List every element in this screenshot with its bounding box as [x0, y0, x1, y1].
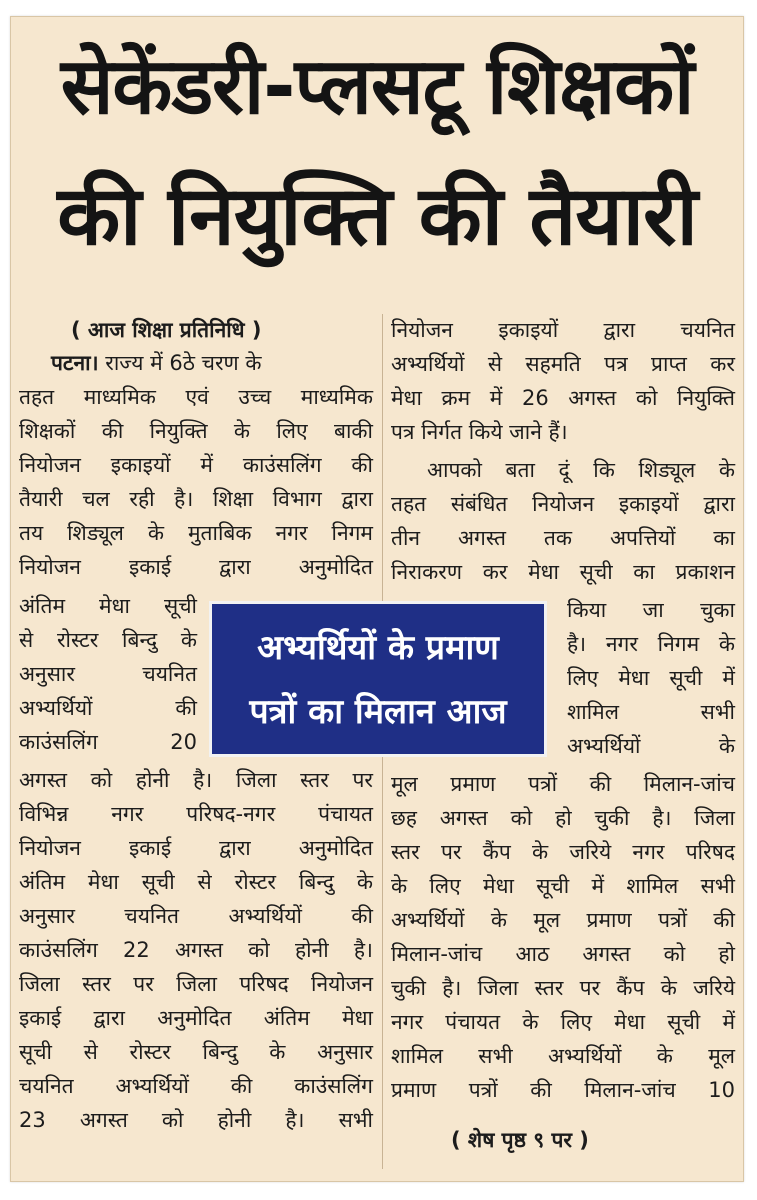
left-line-20: इकाई द्वारा अनुमोदित अंतिम मेधा: [19, 1006, 373, 1030]
left-line-21: सूची से रोस्टर बिन्दु के अनुसार: [19, 1040, 373, 1064]
left-line-1: [51, 346, 373, 380]
left-line-9: से रोस्टर बिन्दु के: [19, 628, 197, 652]
right-line-8: निराकरण कर मेधा सूची का प्रकाशन: [391, 560, 735, 584]
left-line-10: अनुसार चयनित: [19, 662, 197, 686]
left-line-22: चयनित अभ्यर्थियों की काउंसलिंग: [19, 1074, 373, 1098]
left-line-8: अंतिम मेधा सूची: [19, 594, 197, 618]
right-line-14: मूल प्रमाण पत्रों की मिलान-जांच: [391, 772, 735, 796]
dateline: पटना।: [51, 351, 99, 375]
left-line-12: काउंसलिंग 20: [19, 730, 197, 754]
right-line-2: अभ्यर्थियों से सहमति पत्र प्राप्त कर: [391, 352, 735, 376]
right-line-7: तीन अगस्त तक अपत्तियों का: [391, 526, 735, 550]
highlight-line-1: अभ्यर्थियों के प्रमाण: [257, 628, 499, 668]
headline-line-1: सेकेंडरी-प्लसटू शिक्षकों: [60, 42, 694, 132]
left-line-6: तय शिड्यूल के मुताबिक नगर निगम: [19, 521, 373, 545]
left-line-1-text: राज्य में 6ठे चरण के: [98, 351, 262, 375]
left-line-4: नियोजन इकाइयों में काउंसलिंग की: [19, 453, 373, 477]
highlight-box: [209, 601, 547, 757]
left-line-19: जिला स्तर पर जिला परिषद नियोजन: [19, 972, 373, 996]
left-line-14: विभिन्न नगर परिषद-नगर पंचायत: [19, 802, 373, 826]
right-line-23: प्रमाण पत्रों की मिलान-जांच 10: [391, 1078, 735, 1102]
right-line-6: तहत संबंधित नियोजन इकाइयों द्वारा: [391, 492, 735, 516]
right-line-16: स्तर पर कैंप के जरिये नगर परिषद: [391, 840, 735, 864]
left-line-7: नियोजन इकाई द्वारा अनुमोदित: [19, 555, 373, 579]
left-line-15: नियोजन इकाई द्वारा अनुमोदित: [19, 836, 373, 860]
left-line-17: अनुसार चयनित अभ्यर्थियों की: [19, 904, 373, 928]
left-line-13: अगस्त को होनी है। जिला स्तर पर: [19, 768, 373, 792]
right-line-22: शामिल सभी अभ्यर्थियों के मूल: [391, 1044, 735, 1068]
right-line-5: आपको बता दूं कि शिड्यूल के: [427, 458, 735, 482]
left-line-23: 23 अगस्त को होनी है। सभी: [19, 1108, 373, 1132]
right-line-11: लिए मेधा सूची में: [567, 666, 735, 690]
right-line-9: किया जा चुका: [567, 598, 735, 622]
right-line-3: मेधा क्रम में 26 अगस्त को नियुक्ति: [391, 386, 735, 410]
highlight-line-2: पत्रों का मिलान आज: [249, 692, 507, 732]
left-line-11: अभ्यर्थियों की: [19, 696, 197, 720]
right-line-12: शामिल सभी: [567, 700, 735, 724]
right-line-1: नियोजन इकाइयों द्वारा चयनित: [391, 318, 735, 342]
right-line-13: अभ्यर्थियों के: [567, 734, 735, 758]
left-line-3: शिक्षकों की नियुक्ति के लिए बाकी: [19, 419, 373, 443]
right-line-10: है। नगर निगम के: [567, 632, 735, 656]
right-line-4: पत्र निर्गत किये जाने हैं।: [391, 420, 568, 444]
left-line-5: तैयारी चल रही है। शिक्षा विभाग द्वारा: [19, 487, 373, 511]
left-line-2: तहत माध्यमिक एवं उच्च माध्यमिक: [19, 385, 373, 409]
headline-line-2: की नियुक्ति की तैयारी: [57, 169, 697, 264]
byline: ( आज शिक्षा प्रतिनिधि ): [71, 318, 262, 342]
continued-note: ( शेष पृष्ठ ९ पर ): [451, 1128, 589, 1152]
right-line-20: चुकी है। जिला स्तर पर कैंप के जरिये: [391, 976, 735, 1000]
right-line-17: के लिए मेधा सूची में शामिल सभी: [391, 874, 735, 898]
newspaper-clipping: [10, 16, 744, 1182]
right-line-21: नगर पंचायत के लिए मेधा सूची में: [391, 1010, 735, 1034]
right-line-15: छह अगस्त को हो चुकी है। जिला: [391, 806, 735, 830]
right-line-19: मिलान-जांच आठ अगस्त को हो: [391, 942, 735, 966]
left-line-16: अंतिम मेधा सूची से रोस्टर बिन्दु के: [19, 870, 373, 894]
left-line-18: काउंसलिंग 22 अगस्त को होनी है।: [19, 938, 373, 962]
right-line-18: अभ्यर्थियों के मूल प्रमाण पत्रों की: [391, 908, 735, 932]
